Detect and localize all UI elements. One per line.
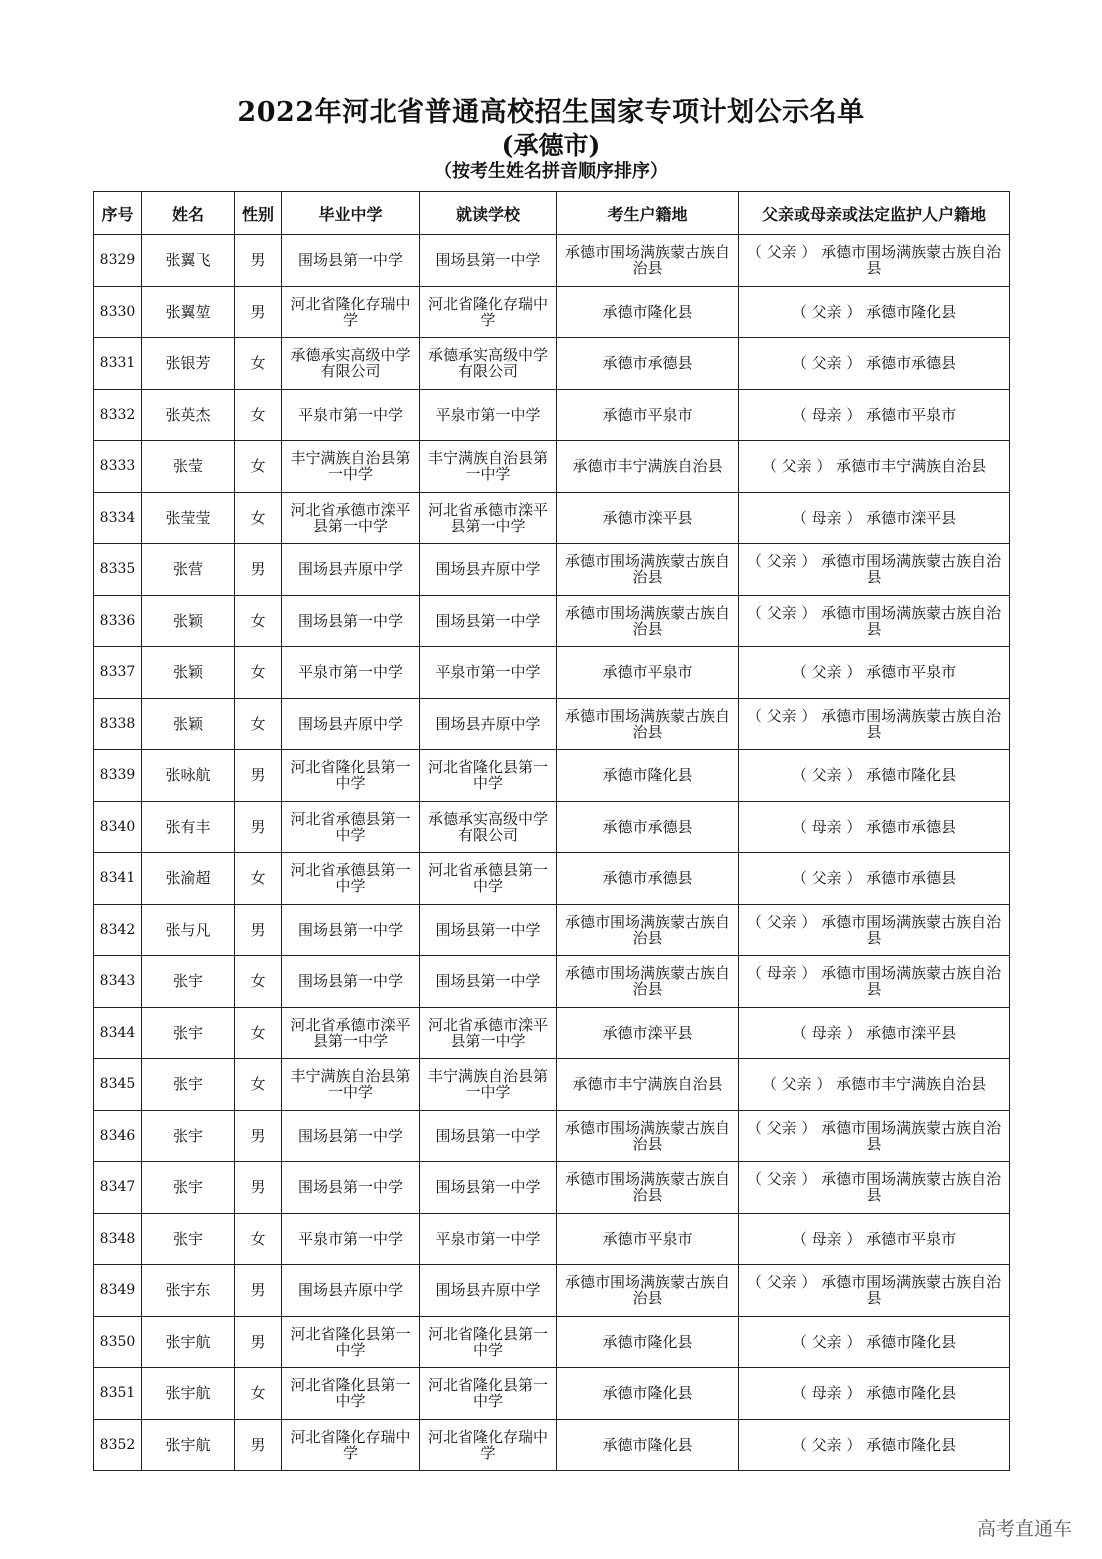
cell-seq: 8340 (94, 801, 142, 853)
cell-graduated-school: 围场县卉原中学 (282, 1265, 420, 1317)
cell-current-school: 围场县第一中学 (420, 956, 557, 1008)
cell-graduated-school: 河北省承德市滦平县第一中学 (282, 492, 420, 544)
cell-guardian-hukou: （ 母亲 ） 承德市承德县 (739, 801, 1010, 853)
cell-seq: 8345 (94, 1059, 142, 1111)
cell-seq: 8341 (94, 853, 142, 905)
cell-graduated-school: 围场县卉原中学 (282, 698, 420, 750)
cell-name: 张渝超 (142, 853, 235, 905)
cell-current-school: 河北省承德县第一中学 (420, 853, 557, 905)
cell-graduated-school: 河北省隆化县第一中学 (282, 750, 420, 802)
table-row (94, 235, 1010, 287)
table-row (94, 698, 1010, 750)
cell-guardian-hukou: （ 母亲 ） 承德市滦平县 (739, 1007, 1010, 1059)
cell-name: 张英杰 (142, 389, 235, 441)
table-row (94, 286, 1010, 338)
cell-student-hukou: 承德市隆化县 (557, 1316, 739, 1368)
cell-guardian-hukou: （ 母亲 ） 承德市隆化县 (739, 1368, 1010, 1420)
cell-name: 张宇东 (142, 1265, 235, 1317)
cell-gender: 女 (235, 853, 282, 905)
cell-seq: 8346 (94, 1110, 142, 1162)
cell-graduated-school: 河北省承德县第一中学 (282, 853, 420, 905)
cell-guardian-hukou: （ 父亲 ） 承德市丰宁满族自治县 (739, 441, 1010, 493)
cell-student-hukou: 承德市丰宁满族自治县 (557, 441, 739, 493)
cell-name: 张宇航 (142, 1316, 235, 1368)
cell-gender: 男 (235, 1419, 282, 1471)
table-row (94, 1265, 1010, 1317)
document-subtitle: (承德市) (501, 131, 601, 160)
cell-student-hukou: 承德市承德县 (557, 853, 739, 905)
cell-guardian-hukou: （ 母亲 ） 承德市平泉市 (739, 1213, 1010, 1265)
cell-current-school: 河北省隆化存瑞中学 (420, 1419, 557, 1471)
cell-current-school: 围场县卉原中学 (420, 698, 557, 750)
table-row (94, 1419, 1010, 1471)
header-col-seq: 序号 (94, 192, 142, 235)
cell-current-school: 河北省承德市滦平县第一中学 (420, 1007, 557, 1059)
sort-note: （按考生姓名拼音顺序排序） (434, 161, 668, 182)
cell-seq: 8332 (94, 389, 142, 441)
cell-name: 张颖 (142, 698, 235, 750)
cell-seq: 8347 (94, 1162, 142, 1214)
table-row (94, 1059, 1010, 1111)
cell-name: 张宇 (142, 956, 235, 1008)
document-title: 2022年河北省普通高校招生国家专项计划公示名单 (237, 97, 865, 128)
table-row (94, 750, 1010, 802)
cell-graduated-school: 围场县第一中学 (282, 1162, 420, 1214)
table-row (94, 956, 1010, 1008)
cell-student-hukou: 承德市平泉市 (557, 1213, 739, 1265)
cell-name: 张银芳 (142, 338, 235, 390)
cell-seq: 8349 (94, 1265, 142, 1317)
cell-name: 张咏航 (142, 750, 235, 802)
cell-gender: 女 (235, 1213, 282, 1265)
cell-seq: 8352 (94, 1419, 142, 1471)
cell-seq: 8342 (94, 904, 142, 956)
cell-guardian-hukou: （ 母亲 ） 承德市围场满族蒙古族自治县 (739, 956, 1010, 1008)
cell-graduated-school: 河北省隆化县第一中学 (282, 1316, 420, 1368)
cell-graduated-school: 河北省承德市滦平县第一中学 (282, 1007, 420, 1059)
cell-student-hukou: 承德市隆化县 (557, 1419, 739, 1471)
cell-current-school: 河北省隆化县第一中学 (420, 1316, 557, 1368)
cell-student-hukou: 承德市丰宁满族自治县 (557, 1059, 739, 1111)
table-header-row (94, 192, 1010, 235)
cell-student-hukou: 承德市滦平县 (557, 1007, 739, 1059)
cell-gender: 男 (235, 1162, 282, 1214)
cell-name: 张翼堃 (142, 286, 235, 338)
cell-name: 张有丰 (142, 801, 235, 853)
cell-graduated-school: 平泉市第一中学 (282, 389, 420, 441)
cell-student-hukou: 承德市围场满族蒙古族自治县 (557, 956, 739, 1008)
cell-seq: 8331 (94, 338, 142, 390)
cell-gender: 女 (235, 956, 282, 1008)
cell-name: 张宇 (142, 1213, 235, 1265)
table-row (94, 1368, 1010, 1420)
cell-gender: 男 (235, 801, 282, 853)
table-row (94, 338, 1010, 390)
table-row (94, 1162, 1010, 1214)
cell-gender: 男 (235, 1110, 282, 1162)
cell-seq: 8344 (94, 1007, 142, 1059)
cell-seq: 8335 (94, 544, 142, 596)
cell-graduated-school: 河北省隆化存瑞中学 (282, 286, 420, 338)
cell-student-hukou: 承德市围场满族蒙古族自治县 (557, 698, 739, 750)
cell-graduated-school: 丰宁满族自治县第一中学 (282, 441, 420, 493)
cell-guardian-hukou: （ 父亲 ） 承德市围场满族蒙古族自治县 (739, 1162, 1010, 1214)
cell-current-school: 围场县第一中学 (420, 904, 557, 956)
table-row (94, 1110, 1010, 1162)
cell-name: 张翼飞 (142, 235, 235, 287)
cell-current-school: 平泉市第一中学 (420, 647, 557, 699)
cell-student-hukou: 承德市隆化县 (557, 286, 739, 338)
cell-current-school: 围场县第一中学 (420, 1110, 557, 1162)
cell-name: 张宇航 (142, 1419, 235, 1471)
cell-graduated-school: 围场县第一中学 (282, 956, 420, 1008)
cell-graduated-school: 平泉市第一中学 (282, 1213, 420, 1265)
table-row (94, 441, 1010, 493)
cell-name: 张宇 (142, 1110, 235, 1162)
cell-current-school: 河北省承德市滦平县第一中学 (420, 492, 557, 544)
cell-current-school: 丰宁满族自治县第一中学 (420, 441, 557, 493)
header-col-current-school: 就读学校 (420, 192, 557, 235)
cell-name: 张宇 (142, 1007, 235, 1059)
cell-gender: 男 (235, 1316, 282, 1368)
cell-seq: 8351 (94, 1368, 142, 1420)
cell-graduated-school: 河北省隆化存瑞中学 (282, 1419, 420, 1471)
cell-name: 张莹莹 (142, 492, 235, 544)
cell-gender: 女 (235, 647, 282, 699)
cell-student-hukou: 承德市隆化县 (557, 1368, 739, 1420)
cell-current-school: 河北省隆化县第一中学 (420, 750, 557, 802)
cell-gender: 女 (235, 1368, 282, 1420)
cell-graduated-school: 围场县第一中学 (282, 595, 420, 647)
cell-guardian-hukou: （ 父亲 ） 承德市隆化县 (739, 1316, 1010, 1368)
cell-name: 张营 (142, 544, 235, 596)
cell-graduated-school: 围场县第一中学 (282, 1110, 420, 1162)
cell-gender: 女 (235, 441, 282, 493)
table-row (94, 1213, 1010, 1265)
cell-name: 张与凡 (142, 904, 235, 956)
cell-name: 张颖 (142, 647, 235, 699)
cell-current-school: 平泉市第一中学 (420, 1213, 557, 1265)
cell-name: 张颖 (142, 595, 235, 647)
cell-name: 张宇 (142, 1162, 235, 1214)
table-row (94, 389, 1010, 441)
cell-guardian-hukou: （ 父亲 ） 承德市丰宁满族自治县 (739, 1059, 1010, 1111)
table-row (94, 1007, 1010, 1059)
cell-gender: 女 (235, 389, 282, 441)
header-col-guardian-hukou: 父亲或母亲或法定监护人户籍地 (739, 192, 1010, 235)
table-row (94, 1316, 1010, 1368)
cell-name: 张莹 (142, 441, 235, 493)
cell-student-hukou: 承德市承德县 (557, 338, 739, 390)
cell-student-hukou: 承德市围场满族蒙古族自治县 (557, 544, 739, 596)
cell-guardian-hukou: （ 母亲 ） 承德市滦平县 (739, 492, 1010, 544)
cell-guardian-hukou: （ 父亲 ） 承德市平泉市 (739, 647, 1010, 699)
cell-guardian-hukou: （ 母亲 ） 承德市平泉市 (739, 389, 1010, 441)
cell-gender: 男 (235, 235, 282, 287)
cell-graduated-school: 围场县卉原中学 (282, 544, 420, 596)
cell-current-school: 承德承实高级中学有限公司 (420, 801, 557, 853)
cell-gender: 男 (235, 904, 282, 956)
cell-graduated-school: 丰宁满族自治县第一中学 (282, 1059, 420, 1111)
table-row (94, 853, 1010, 905)
cell-gender: 男 (235, 750, 282, 802)
cell-current-school: 围场县第一中学 (420, 595, 557, 647)
cell-current-school: 河北省隆化县第一中学 (420, 1368, 557, 1420)
cell-guardian-hukou: （ 父亲 ） 承德市围场满族蒙古族自治县 (739, 1110, 1010, 1162)
cell-student-hukou: 承德市平泉市 (557, 389, 739, 441)
table-row (94, 544, 1010, 596)
cell-student-hukou: 承德市围场满族蒙古族自治县 (557, 235, 739, 287)
cell-student-hukou: 承德市围场满族蒙古族自治县 (557, 904, 739, 956)
watermark: 高考直通车 (976, 1518, 1072, 1540)
cell-student-hukou: 承德市滦平县 (557, 492, 739, 544)
cell-seq: 8333 (94, 441, 142, 493)
roster-table (93, 191, 1010, 1471)
cell-guardian-hukou: （ 父亲 ） 承德市围场满族蒙古族自治县 (739, 595, 1010, 647)
header-col-name: 姓名 (142, 192, 235, 235)
cell-guardian-hukou: （ 父亲 ） 承德市承德县 (739, 853, 1010, 905)
cell-student-hukou: 承德市承德县 (557, 801, 739, 853)
cell-name: 张宇 (142, 1059, 235, 1111)
cell-guardian-hukou: （ 父亲 ） 承德市围场满族蒙古族自治县 (739, 1265, 1010, 1317)
cell-gender: 男 (235, 1265, 282, 1317)
cell-graduated-school: 河北省承德县第一中学 (282, 801, 420, 853)
cell-student-hukou: 承德市围场满族蒙古族自治县 (557, 1162, 739, 1214)
cell-current-school: 围场县第一中学 (420, 1162, 557, 1214)
cell-current-school: 承德承实高级中学有限公司 (420, 338, 557, 390)
cell-graduated-school: 承德承实高级中学有限公司 (282, 338, 420, 390)
cell-graduated-school: 围场县第一中学 (282, 235, 420, 287)
cell-current-school: 河北省隆化存瑞中学 (420, 286, 557, 338)
cell-gender: 女 (235, 338, 282, 390)
cell-seq: 8350 (94, 1316, 142, 1368)
cell-student-hukou: 承德市围场满族蒙古族自治县 (557, 595, 739, 647)
cell-guardian-hukou: （ 父亲 ） 承德市围场满族蒙古族自治县 (739, 544, 1010, 596)
cell-graduated-school: 围场县第一中学 (282, 904, 420, 956)
table-row (94, 492, 1010, 544)
cell-gender: 男 (235, 286, 282, 338)
cell-guardian-hukou: （ 父亲 ） 承德市围场满族蒙古族自治县 (739, 698, 1010, 750)
cell-name: 张宇航 (142, 1368, 235, 1420)
cell-guardian-hukou: （ 父亲 ） 承德市围场满族蒙古族自治县 (739, 904, 1010, 956)
header-col-graduated-school: 毕业中学 (282, 192, 420, 235)
cell-current-school: 丰宁满族自治县第一中学 (420, 1059, 557, 1111)
cell-guardian-hukou: （ 父亲 ） 承德市隆化县 (739, 286, 1010, 338)
cell-student-hukou: 承德市隆化县 (557, 750, 739, 802)
cell-gender: 女 (235, 698, 282, 750)
cell-graduated-school: 河北省隆化县第一中学 (282, 1368, 420, 1420)
cell-current-school: 围场县第一中学 (420, 235, 557, 287)
table-row (94, 801, 1010, 853)
cell-guardian-hukou: （ 父亲 ） 承德市承德县 (739, 338, 1010, 390)
header-col-student-hukou: 考生户籍地 (557, 192, 739, 235)
cell-gender: 女 (235, 595, 282, 647)
cell-seq: 8330 (94, 286, 142, 338)
cell-gender: 女 (235, 492, 282, 544)
cell-guardian-hukou: （ 父亲 ） 承德市隆化县 (739, 750, 1010, 802)
cell-student-hukou: 承德市围场满族蒙古族自治县 (557, 1110, 739, 1162)
cell-current-school: 围场县卉原中学 (420, 1265, 557, 1317)
cell-gender: 女 (235, 1007, 282, 1059)
cell-guardian-hukou: （ 父亲 ） 承德市围场满族蒙古族自治县 (739, 235, 1010, 287)
cell-seq: 8336 (94, 595, 142, 647)
cell-student-hukou: 承德市平泉市 (557, 647, 739, 699)
cell-gender: 女 (235, 1059, 282, 1111)
cell-current-school: 围场县卉原中学 (420, 544, 557, 596)
cell-seq: 8329 (94, 235, 142, 287)
table-row (94, 904, 1010, 956)
cell-seq: 8338 (94, 698, 142, 750)
table-row (94, 595, 1010, 647)
cell-guardian-hukou: （ 父亲 ） 承德市隆化县 (739, 1419, 1010, 1471)
cell-seq: 8334 (94, 492, 142, 544)
cell-seq: 8348 (94, 1213, 142, 1265)
cell-seq: 8343 (94, 956, 142, 1008)
table-row (94, 647, 1010, 699)
header-col-gender: 性别 (235, 192, 282, 235)
cell-seq: 8339 (94, 750, 142, 802)
cell-current-school: 平泉市第一中学 (420, 389, 557, 441)
cell-student-hukou: 承德市围场满族蒙古族自治县 (557, 1265, 739, 1317)
cell-seq: 8337 (94, 647, 142, 699)
cell-gender: 男 (235, 544, 282, 596)
cell-graduated-school: 平泉市第一中学 (282, 647, 420, 699)
